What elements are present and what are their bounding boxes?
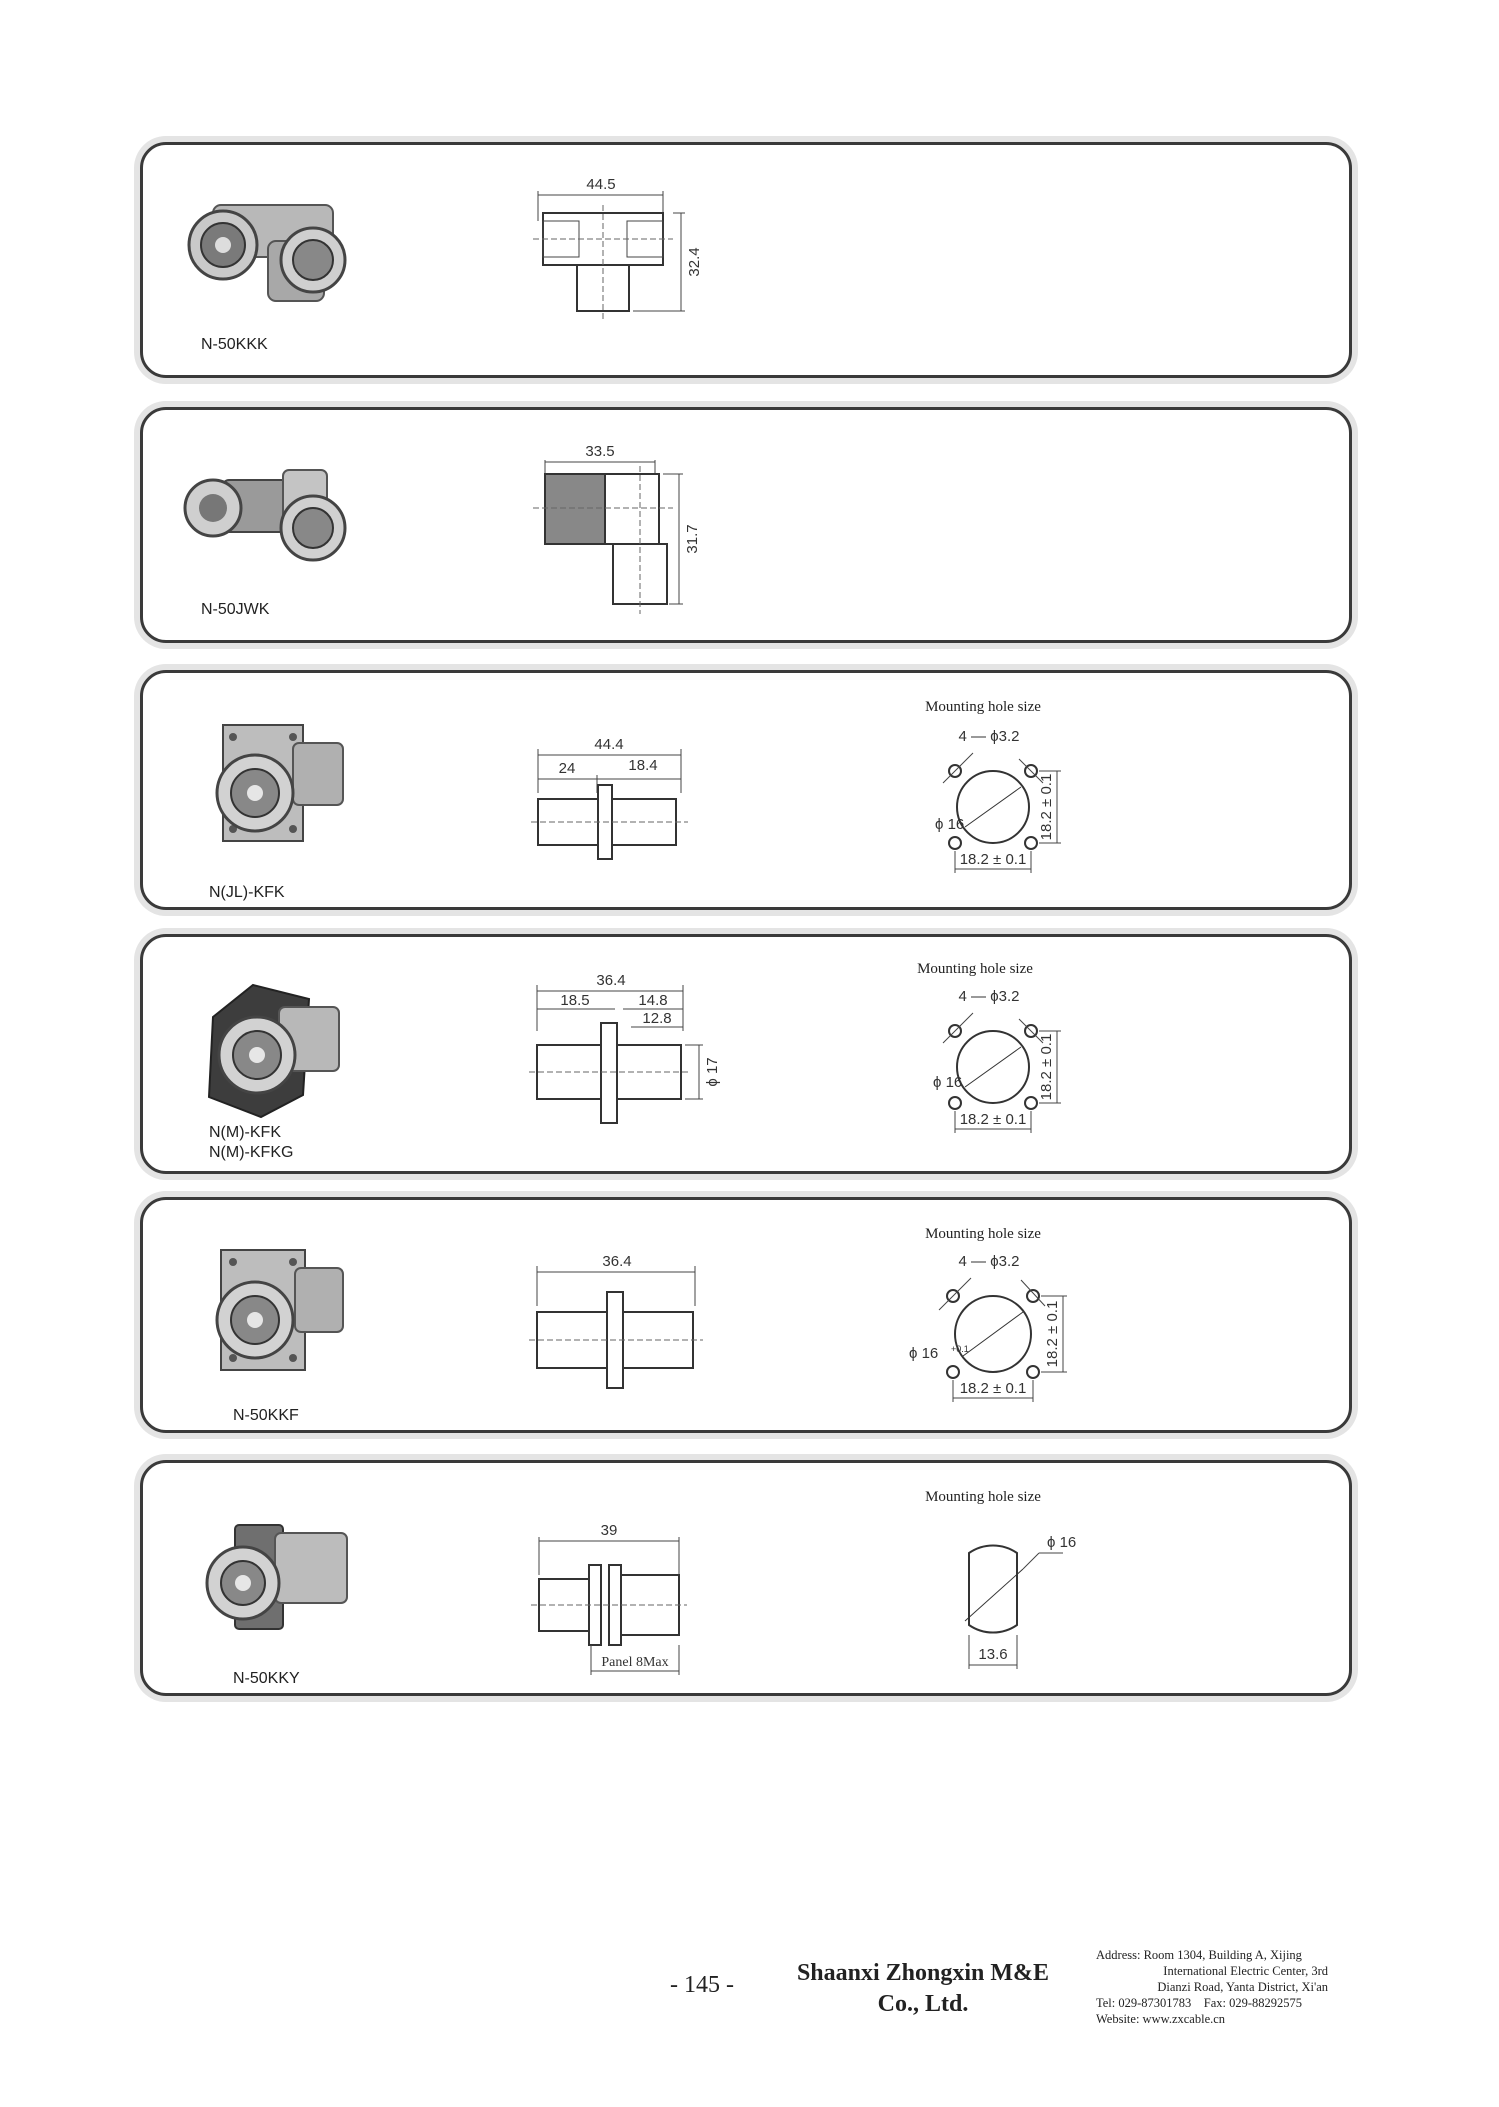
pitch-horizontal: 18.2 ± 0.1: [959, 851, 1027, 868]
dim-height: 32.4: [686, 247, 703, 277]
pitch-vertical: 18.2 ± 0.1: [1044, 1300, 1061, 1368]
product-panel-n-50kkf: [140, 1197, 1352, 1433]
product-panel-n-50kkk: [140, 142, 1352, 378]
product-photo-flange-adapter: [183, 977, 373, 1127]
bore-diameter: ϕ 16: [935, 816, 965, 833]
product-photo-bulkhead-adapter: [183, 1503, 373, 1653]
dim-overall: 36.4: [602, 1253, 632, 1270]
pitch-horizontal: 18.2 ± 0.1: [959, 1111, 1027, 1128]
product-photo-flange-adapter: [183, 713, 373, 863]
dim-right-inner: 12.8: [642, 1010, 672, 1027]
page-number: - 145 -: [670, 1972, 734, 1998]
model-label: N(M)-KFK N(M)-KFKG: [209, 1124, 294, 1161]
bore-diameter: ϕ 16: [933, 1074, 963, 1091]
dim-height: 31.7: [684, 524, 701, 554]
company-line-1: Shaanxi Zhongxin M&E: [796, 1960, 1050, 1986]
hole-count: 4 — ϕ3.2: [958, 1253, 1020, 1270]
bore-tolerance: +0.1: [951, 1344, 969, 1354]
tel-fax: Tel: 029-87301783 Fax: 029-88292575: [1096, 1996, 1303, 2010]
product-panel-n-50kky: [140, 1460, 1352, 1696]
bore-diameter: ϕ 16: [1047, 1534, 1077, 1551]
dimension-drawing: [523, 953, 863, 1163]
dim-left: 18.5: [560, 992, 590, 1009]
dimension-drawing: [523, 161, 863, 371]
product-panel-njl-kfk: [140, 670, 1352, 910]
dimension-drawing: [523, 426, 863, 636]
product-photo-tee-adapter: [183, 185, 373, 325]
mounting-title: Mounting hole size: [925, 1226, 1041, 1242]
company-line-2: Co., Ltd.: [877, 1991, 969, 2017]
model-label: N(JL)-KFK: [209, 884, 285, 901]
company-contact: [1096, 1947, 1336, 2027]
product-panel-nm-kfk: [140, 934, 1352, 1174]
dim-overall: 39: [600, 1522, 618, 1539]
dimension-drawing: [523, 689, 863, 899]
dim-diameter: ϕ 17: [704, 1057, 721, 1087]
mounting-hole-diagram: [883, 1473, 1183, 1703]
pitch-horizontal: 18.2 ± 0.1: [959, 1380, 1027, 1397]
company-name: [778, 1958, 1068, 2020]
address-line-2: International Electric Center, 3rd: [1163, 1964, 1328, 1978]
dim-length: 33.5: [585, 443, 615, 460]
website: Website: www.zxcable.cn: [1096, 2012, 1226, 2026]
dim-right: 18.4: [628, 757, 658, 774]
mounting-title: Mounting hole size: [925, 699, 1041, 715]
product-photo-right-angle-adapter: [183, 450, 373, 590]
mounting-hole-diagram: [883, 1210, 1183, 1440]
dim-length: 44.5: [586, 176, 616, 193]
model-label: N-50KKK: [201, 336, 268, 353]
mounting-title: Mounting hole size: [925, 1489, 1041, 1505]
model-label: N-50JWK: [201, 601, 270, 618]
address-line-3: Dianzi Road, Yanta District, Xi'an: [1157, 1980, 1328, 1994]
dim-overall: 44.4: [594, 736, 624, 753]
mounting-title: Mounting hole size: [917, 961, 1033, 977]
dimension-drawing: [523, 1479, 863, 1689]
mounting-hole-diagram: [883, 683, 1183, 913]
flat-width: 13.6: [978, 1646, 1008, 1663]
dimension-drawing: [523, 1216, 863, 1426]
panel-thickness: Panel 8Max: [601, 1655, 669, 1670]
dim-overall: 36.4: [596, 972, 626, 989]
product-panel-n-50jwk: [140, 407, 1352, 643]
dim-right: 14.8: [638, 992, 668, 1009]
dim-left: 24: [558, 760, 576, 777]
hole-count: 4 — ϕ3.2: [958, 988, 1020, 1005]
mounting-hole-diagram: [883, 947, 1183, 1177]
pitch-vertical: 18.2 ± 0.1: [1038, 773, 1055, 841]
hole-count: 4 — ϕ3.2: [958, 728, 1020, 745]
model-label: N-50KKY: [233, 1670, 300, 1687]
bore-diameter: ϕ 16: [909, 1345, 939, 1362]
product-photo-flange-adapter: [183, 1240, 373, 1390]
address-line-1: Address: Room 1304, Building A, Xijing: [1096, 1948, 1302, 1962]
model-label: N-50KKF: [233, 1407, 299, 1424]
pitch-vertical: 18.2 ± 0.1: [1038, 1033, 1055, 1101]
